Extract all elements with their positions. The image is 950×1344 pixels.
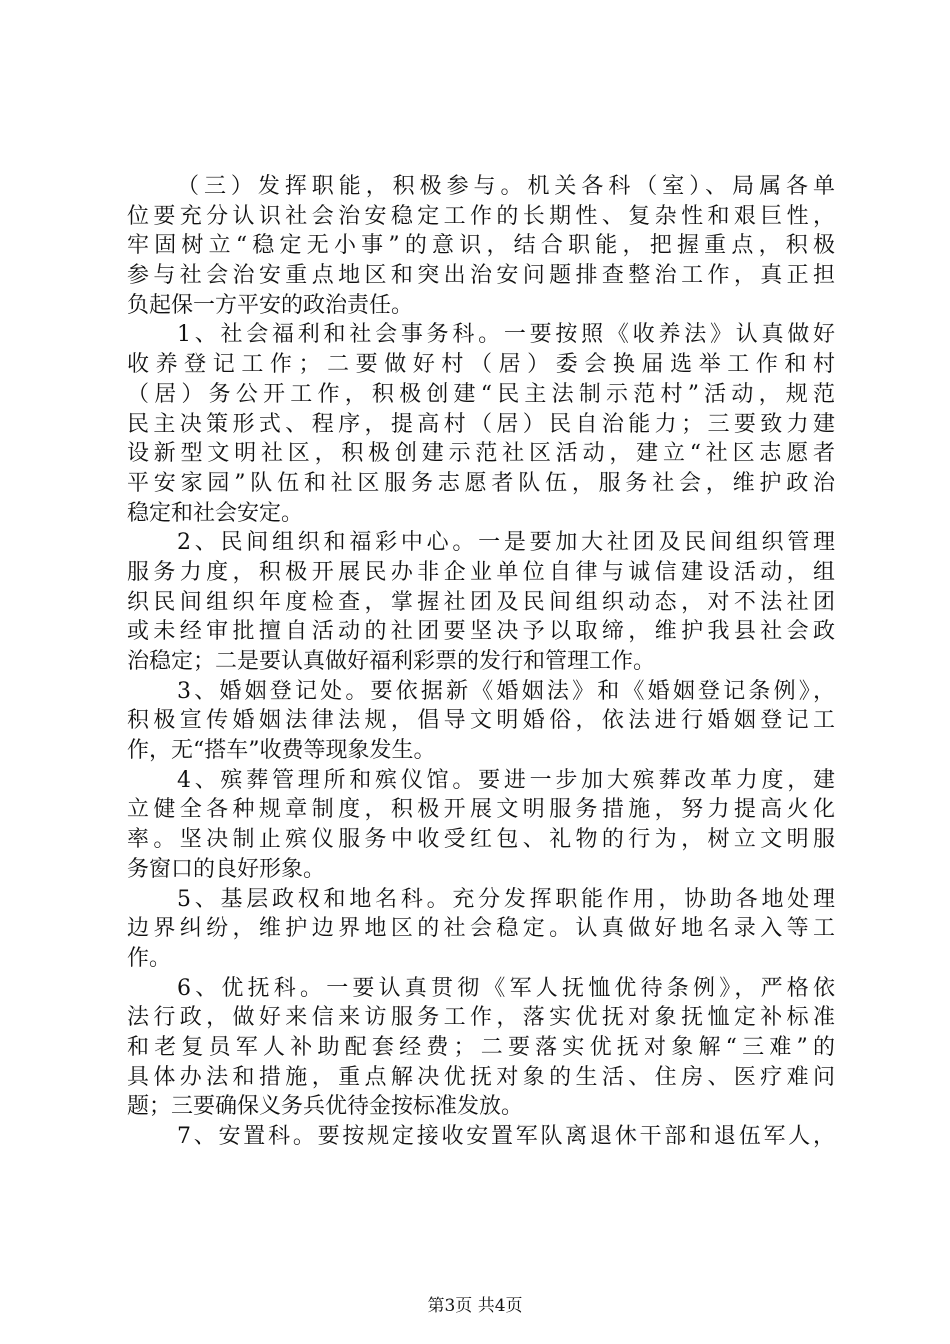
text-line: （三）发挥职能，积极参与。机关各科（室）、局属各单 (177, 174, 835, 199)
text-line: （居）务公开工作，积极创建“民主法制示范村”活动，规范 (127, 381, 835, 407)
text-line: 或未经审批擅自活动的社团要坚决予以取缔，维护我县社会政 (127, 619, 835, 645)
text-line: 2、民间组织和福彩中心。一是要加大社团及民间组织管理 (177, 530, 835, 556)
text-line: 作，无“搭车”收费等现象发生。 (127, 738, 436, 764)
text-line: 负起保一方平安的政治责任。 (127, 292, 414, 318)
text-line: 平安家园”队伍和社区服务志愿者队伍，服务社会，维护政治 (127, 470, 835, 496)
text-line: 作。 (127, 945, 172, 971)
text-line: 治稳定；二是要认真做好福利彩票的发行和管理工作。 (127, 649, 656, 674)
document-body (127, 172, 835, 1152)
text-line: 5、基层政权和地名科。充分发挥职能作用，协助各地处理 (177, 886, 835, 912)
text-line: 收养登记工作；二要做好村（居）委会换届选举工作和村 (127, 352, 835, 378)
text-line: 边界纠纷，维护边界地区的社会稳定。认真做好地名录入等工 (127, 916, 835, 942)
text-line: 位要充分认识社会治安稳定工作的长期性、复杂性和艰巨性， (127, 203, 835, 229)
text-line: 具体办法和措施，重点解决优抚对象的生活、住房、医疗难问 (127, 1064, 835, 1090)
page-footer: 第3页 共4页 (427, 1296, 523, 1316)
text-line: 和老复员军人补助配套经费；二要落实优抚对象解“三难”的 (127, 1034, 835, 1060)
text-line: 法行政，做好来信来访服务工作，落实优抚对象抚恤定补标准 (127, 1005, 835, 1031)
text-line: 设新型文明社区，积极创建示范社区活动，建立“社区志愿者 (127, 441, 835, 467)
text-line: 3、婚姻登记处。要依据新《婚姻法》和《婚姻登记条例》， (177, 678, 835, 704)
text-line: 6、优抚科。一要认真贯彻《军人抚恤优待条例》，严格依 (177, 975, 835, 1001)
text-line: 题；三要确保义务兵优待金按标准发放。 (127, 1094, 524, 1120)
text-line: 民主决策形式、程序，提高村（居）民自治能力；三要致力建 (127, 411, 835, 437)
text-line: 织民间组织年度检查，掌握社团及民间组织动态，对不法社团 (127, 589, 835, 615)
text-line: 4、殡葬管理所和殡仪馆。要进一步加大殡葬改革力度，建 (177, 767, 835, 793)
text-line: 率。坚决制止殡仪服务中收受红包、礼物的行为，树立文明服 (127, 827, 835, 853)
text-line: 1、社会福利和社会事务科。一要按照《收养法》认真做好 (177, 322, 835, 348)
text-line: 积极宣传婚姻法律法规，倡导文明婚俗，依法进行婚姻登记工 (127, 708, 835, 734)
text-line: 牢固树立“稳定无小事”的意识，结合职能，把握重点，积极 (127, 233, 835, 259)
text-line: 务窗口的良好形象。 (127, 856, 326, 882)
text-line: 立健全各种规章制度，积极开展文明服务措施，努力提高火化 (127, 797, 835, 823)
text-line: 7、安置科。要按规定接收安置军队离退休干部和退伍军人， (177, 1124, 835, 1149)
text-line: 参与社会治安重点地区和突出治安问题排查整治工作，真正担 (127, 263, 835, 289)
text-line: 服务力度，积极开展民办非企业单位自律与诚信建设活动，组 (127, 559, 835, 585)
text-line: 稳定和社会安定。 (127, 500, 304, 526)
